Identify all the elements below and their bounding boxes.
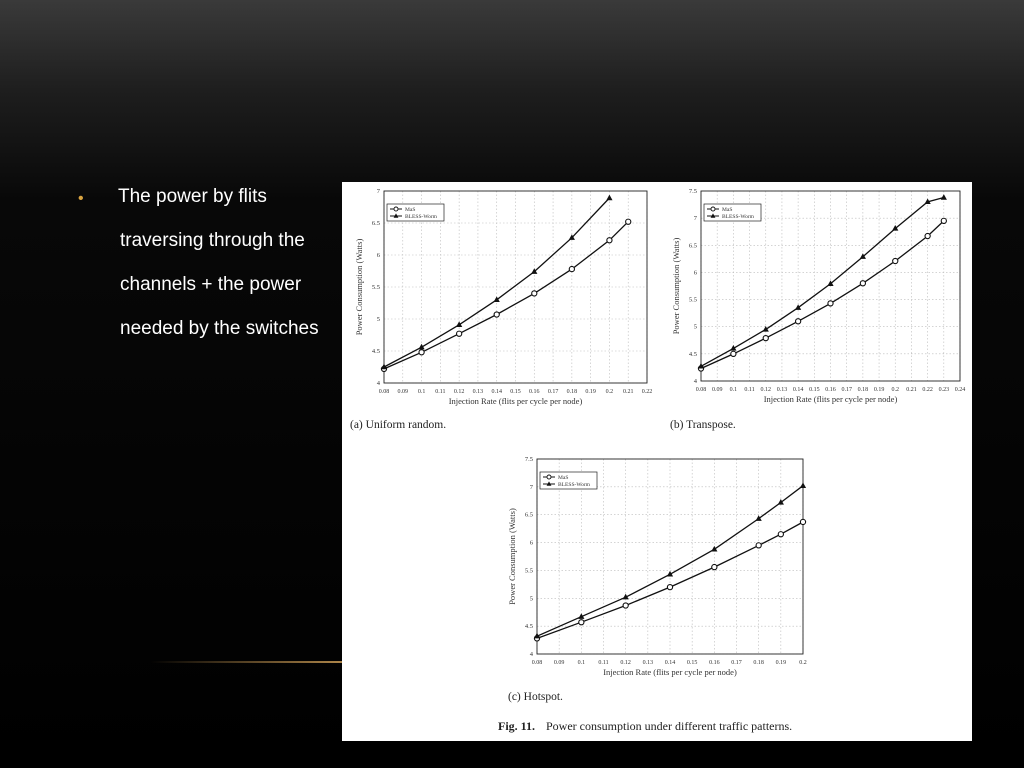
legend-marker-circle (547, 475, 551, 479)
data-point-circle (623, 603, 628, 608)
data-point-triangle (711, 546, 717, 552)
y-tick-label: 4 (376, 380, 380, 387)
data-point-triangle (795, 304, 801, 310)
y-tick-label: 7.5 (524, 456, 533, 463)
x-tick-label: 0.11 (744, 387, 755, 393)
x-tick-label: 0.17 (731, 660, 742, 666)
data-point-circle (607, 238, 612, 243)
x-axis-label: Injection Rate (flits per cycle per node) (603, 667, 737, 677)
x-tick-label: 0.08 (531, 660, 543, 666)
data-point-circle (731, 351, 736, 356)
x-tick-label: 0.2 (799, 660, 807, 666)
data-point-triangle (456, 321, 462, 327)
x-tick-label: 0.12 (620, 660, 631, 666)
x-tick-label: 0.15 (809, 387, 820, 393)
data-point-triangle (941, 194, 947, 200)
y-tick-label: 6 (529, 539, 533, 547)
data-point-triangle (494, 296, 500, 302)
y-tick-label: 4.5 (524, 623, 533, 631)
figure-caption-label: Fig. 11. (498, 719, 536, 733)
x-tick-label: 0.2 (605, 389, 614, 395)
x-tick-label: 0.11 (598, 660, 609, 666)
x-tick-label: 0.15 (686, 660, 698, 666)
x-tick-label: 0.21 (906, 387, 917, 393)
x-tick-label: 0.19 (585, 389, 596, 395)
y-tick-label: 5 (693, 323, 697, 331)
y-tick-label: 4.5 (688, 350, 697, 358)
x-tick-label: 0.08 (695, 387, 707, 393)
data-point-circle (796, 319, 801, 324)
data-point-circle (626, 219, 631, 224)
y-tick-label: 4 (693, 378, 697, 385)
x-tick-label: 0.14 (792, 387, 804, 393)
legend-entry-label: MaS (558, 475, 569, 481)
chart-0 (350, 188, 652, 431)
y-axis-label: Power Consumption (Watts) (507, 508, 517, 605)
y-tick-label: 4 (529, 651, 533, 658)
legend-entry-label: MaS (722, 207, 733, 213)
data-point-circle (763, 336, 768, 341)
y-tick-label: 6 (693, 269, 697, 277)
x-tick-label: 0.12 (453, 389, 465, 395)
legend-marker-circle (711, 207, 715, 211)
x-tick-label: 0.19 (873, 387, 885, 393)
x-tick-label: 0.13 (642, 660, 654, 666)
y-tick-label: 7 (376, 188, 380, 195)
data-point-circle (828, 301, 833, 306)
x-tick-label: 0.13 (472, 389, 484, 395)
x-tick-label: 0.18 (566, 389, 578, 395)
y-axis-label: Power Consumption (Watts) (354, 238, 364, 336)
figure-caption-text: Power consumption under different traffic patterns. (546, 719, 793, 733)
data-point-circle (579, 620, 584, 625)
y-tick-label: 5 (529, 595, 533, 603)
data-point-circle (778, 532, 783, 537)
x-tick-label: 0.1 (577, 660, 586, 666)
x-tick-label: 0.17 (841, 387, 852, 393)
y-tick-label: 5 (376, 316, 380, 323)
y-tick-label: 6.5 (371, 220, 380, 227)
chart-subcaption: (b) Transpose. (670, 419, 736, 431)
y-tick-label: 4.5 (371, 348, 380, 355)
x-tick-label: 0.09 (711, 387, 723, 393)
data-point-circle (860, 281, 865, 286)
x-tick-label: 0.17 (547, 389, 559, 395)
x-tick-label: 0.22 (922, 387, 933, 393)
x-tick-label: 0.14 (664, 660, 676, 666)
data-point-circle (756, 543, 761, 548)
y-tick-label: 7 (529, 483, 533, 491)
x-axis-label: Injection Rate (flits per cycle per node) (448, 396, 583, 406)
data-point-triangle (800, 482, 806, 488)
data-point-circle (712, 564, 717, 569)
x-tick-label: 0.18 (857, 387, 869, 393)
x-tick-label: 0.21 (622, 389, 634, 395)
y-tick-label: 5.5 (371, 284, 380, 291)
chart-subcaption: (c) Hotspot. (508, 691, 563, 703)
data-point-circle (419, 350, 424, 355)
y-tick-label: 7 (693, 215, 697, 223)
legend-entry-label: BLESS-Worm (558, 482, 590, 488)
x-axis-label: Injection Rate (flits per cycle per node) (763, 394, 898, 404)
legend-entry-label: BLESS-Worm (722, 214, 754, 220)
data-point-triangle (756, 515, 762, 521)
data-point-triangle (606, 195, 612, 201)
x-tick-label: 0.08 (378, 389, 390, 395)
y-tick-label: 7.5 (688, 188, 697, 195)
chart-1 (670, 188, 965, 431)
y-tick-label: 6 (376, 252, 380, 259)
data-point-circle (457, 331, 462, 336)
data-point-circle (569, 266, 574, 271)
x-tick-label: 0.24 (954, 387, 966, 393)
data-point-triangle (892, 225, 898, 231)
data-point-circle (925, 233, 930, 238)
x-tick-label: 0.13 (776, 387, 788, 393)
data-point-triangle (778, 499, 784, 505)
x-tick-label: 0.12 (760, 387, 771, 393)
y-tick-label: 5.5 (688, 296, 697, 304)
x-tick-label: 0.1 (729, 387, 738, 393)
bullet-text-line: needed by the switches (120, 318, 319, 339)
x-tick-label: 0.23 (938, 387, 950, 393)
data-point-circle (941, 218, 946, 223)
series-line-bless-worm (701, 198, 944, 367)
legend-entry-label: MaS (405, 207, 416, 213)
x-tick-label: 0.2 (891, 387, 899, 393)
x-tick-label: 0.09 (553, 660, 565, 666)
x-tick-label: 0.18 (753, 660, 764, 666)
data-point-circle (893, 258, 898, 263)
y-tick-label: 6.5 (524, 511, 533, 519)
decorative-glow-line (150, 661, 370, 663)
legend-marker-circle (394, 207, 398, 211)
bullet-text-line: traversing through the (120, 230, 305, 251)
bullet-text-line: channels + the power (120, 274, 302, 295)
x-tick-label: 0.19 (775, 660, 787, 666)
x-tick-label: 0.16 (709, 660, 720, 666)
bullet-dot-icon: • (78, 190, 84, 207)
data-point-circle (532, 291, 537, 296)
y-tick-label: 6.5 (688, 242, 697, 250)
x-tick-label: 0.1 (417, 389, 426, 395)
chart-2 (507, 456, 807, 703)
x-tick-label: 0.16 (825, 387, 836, 393)
bullet-text-line: The power by flits (118, 186, 267, 207)
y-axis-label: Power Consumption (Watts) (671, 237, 681, 335)
x-tick-label: 0.11 (435, 389, 446, 395)
figure-svg (342, 182, 972, 741)
data-point-circle (800, 519, 805, 524)
x-tick-label: 0.09 (397, 389, 409, 395)
data-point-circle (667, 585, 672, 590)
y-tick-label: 5.5 (524, 567, 533, 575)
chart-subcaption: (a) Uniform random. (350, 419, 447, 431)
x-tick-label: 0.14 (491, 389, 502, 395)
x-tick-label: 0.22 (641, 389, 653, 395)
figure-panel (342, 182, 972, 741)
data-point-circle (494, 312, 499, 317)
legend-entry-label: BLESS-Worm (405, 214, 437, 220)
x-tick-label: 0.16 (529, 389, 540, 395)
x-tick-label: 0.15 (510, 389, 521, 395)
